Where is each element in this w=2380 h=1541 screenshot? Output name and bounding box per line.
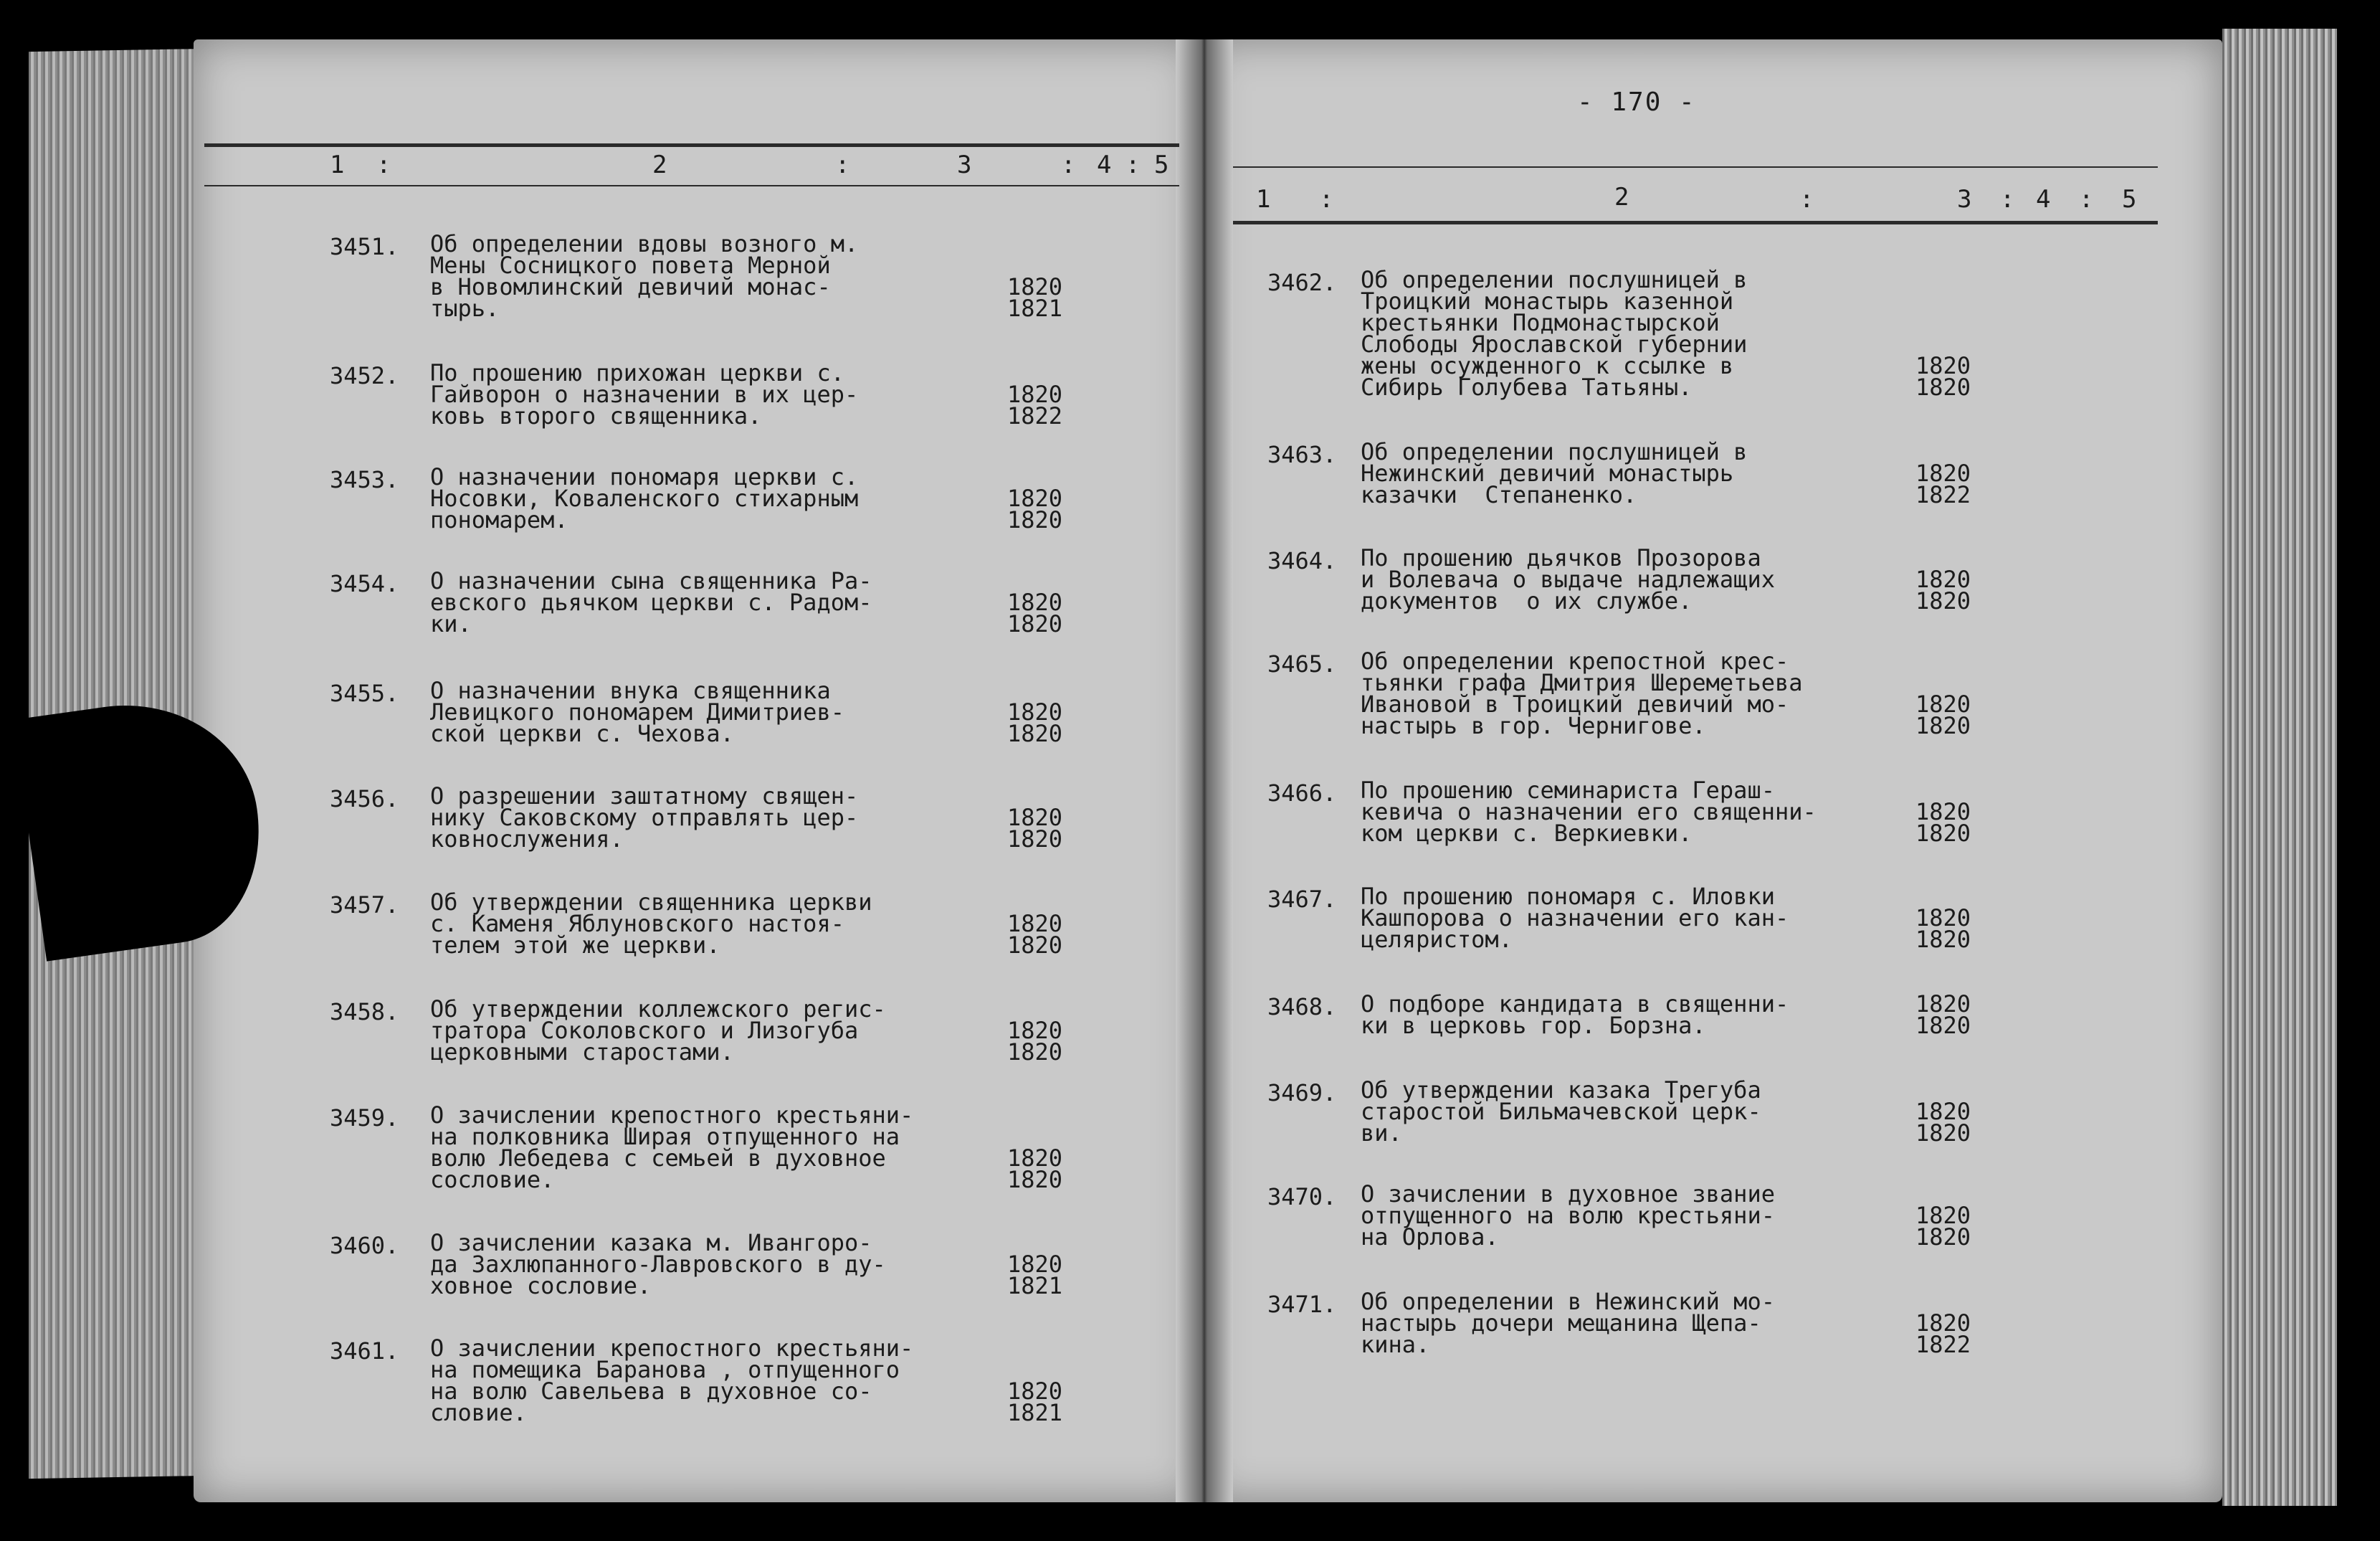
entry-line: Мены Сосницкого повета Мерной — [430, 252, 831, 279]
year-end: 1820 — [1007, 610, 1063, 637]
entry-description — [1361, 990, 1789, 1039]
year-start: 1820 — [1915, 460, 1971, 487]
year-end: 1820 — [1915, 926, 1971, 953]
entry-number: 3461. — [330, 1337, 399, 1365]
entry-line: на волю Савельева в духовное со- — [430, 1378, 872, 1405]
entry-line: евского дьячком церкви с. Радом- — [430, 589, 872, 616]
year-end: 1820 — [1007, 1038, 1063, 1066]
left-col-3-header: 3 — [957, 151, 972, 179]
left-col-2-header: 2 — [652, 151, 667, 179]
year-start: 1820 — [1007, 804, 1063, 831]
right-header-rule-bottom — [1233, 221, 2158, 224]
entry-line: старостой Бильмачевской церк- — [1361, 1098, 1761, 1125]
entry-line: Об определении крепостной крес- — [1361, 648, 1789, 675]
entry-description — [1361, 438, 1748, 508]
entry-number: 3459. — [330, 1104, 399, 1132]
entry-line: на полковника Ширая отпущенного на — [430, 1123, 900, 1150]
entry-line: да Захлюпанного-Лавровского в ду- — [430, 1251, 886, 1278]
year-end: 1820 — [1915, 820, 1971, 847]
right-col-4-header: 4 — [2036, 185, 2051, 214]
entry-number: 3456. — [330, 785, 399, 812]
left-header-rule-top — [204, 143, 1179, 147]
entry-line: Носовки, Коваленского стихарным — [430, 485, 859, 512]
year-start: 1820 — [1007, 485, 1063, 512]
left-col-5-header: 5 — [1154, 151, 1169, 179]
entry-description — [1361, 1288, 1775, 1358]
year-end: 1820 — [1007, 931, 1063, 959]
year-end: 1820 — [1915, 587, 1971, 615]
entry-description — [1361, 777, 1817, 847]
entry-description — [430, 359, 859, 430]
entry-description — [430, 463, 859, 534]
entry-line: Об утверждении священника церкви — [430, 888, 872, 916]
entry-line: Об утверждении коллежского регис- — [430, 995, 886, 1023]
entry-description — [430, 567, 872, 637]
entry-line: Нежинский девичий монастырь — [1361, 460, 1734, 487]
entry-line: настырь в гор. Чернигове. — [1361, 712, 1706, 739]
entry-line: нику Саковскому отправлять цер- — [430, 804, 859, 831]
year-start: 1820 — [1915, 566, 1971, 593]
entry-description — [1361, 1180, 1775, 1251]
right-col-3-header: 3 — [1957, 185, 1972, 214]
entry-line: О зачислении крепостного крестьяни- — [430, 1101, 914, 1129]
entry-line: тьянки графа Дмитрия Шереметьева — [1361, 669, 1803, 696]
entry-line: отпущенного на волю крестьяни- — [1361, 1202, 1775, 1229]
entry-line: ки в церковь гор. Борзна. — [1361, 1012, 1706, 1039]
entry-number: 3455. — [330, 680, 399, 707]
entry-line: О зачислении в духовное звание — [1361, 1180, 1775, 1208]
year-start: 1820 — [1007, 589, 1063, 616]
entry-line: на помещика Баранова , отпущенного — [430, 1356, 900, 1383]
entry-description — [430, 230, 859, 322]
entry-description — [1361, 266, 1748, 401]
entry-description — [430, 888, 872, 959]
entry-number: 3465. — [1267, 650, 1337, 678]
year-end: 1820 — [1007, 825, 1063, 853]
entry-line: казачки Степаненко. — [1361, 481, 1637, 508]
right-sep-3: : — [2000, 185, 2015, 214]
entry-line: целяристом. — [1361, 926, 1513, 953]
entry-line: настырь дочери мещанина Щепа- — [1361, 1309, 1761, 1337]
entry-description — [1361, 883, 1789, 953]
entry-line: кевича о назначении его священни- — [1361, 798, 1817, 825]
year-end: 1820 — [1007, 506, 1063, 534]
year-start: 1820 — [1007, 381, 1063, 408]
entry-line: крестьянки Подмонастырской — [1361, 309, 1720, 336]
entry-line: О разрешении заштатному священ- — [430, 782, 859, 810]
year-start: 1820 — [1007, 273, 1063, 300]
right-page — [1204, 39, 2222, 1502]
entry-line: О зачислении крепостного крестьяни- — [430, 1334, 914, 1362]
year-start: 1820 — [1007, 1017, 1063, 1044]
year-end: 1822 — [1007, 402, 1063, 430]
year-end: 1822 — [1915, 481, 1971, 508]
left-sep-3: : — [1061, 151, 1076, 179]
entry-number: 3467. — [1267, 886, 1337, 913]
entry-line: кина. — [1361, 1331, 1430, 1358]
year-start: 1820 — [1915, 352, 1971, 379]
entry-line: пономарем. — [430, 506, 568, 534]
right-col-5-header: 5 — [2122, 185, 2137, 214]
entry-line: Кашпорова о назначении его кан- — [1361, 904, 1789, 931]
year-start: 1820 — [1915, 798, 1971, 825]
year-end: 1820 — [1915, 1119, 1971, 1147]
year-end: 1820 — [1007, 1166, 1063, 1193]
year-start: 1820 — [1007, 910, 1063, 937]
entry-line: О зачислении казака м. Ивангоро- — [430, 1229, 872, 1256]
right-sep-4: : — [2079, 185, 2094, 214]
year-start: 1820 — [1007, 1251, 1063, 1278]
entry-description — [430, 1334, 914, 1426]
entry-number: 3471. — [1267, 1291, 1337, 1318]
entry-number: 3470. — [1267, 1183, 1337, 1210]
year-end: 1820 — [1915, 1012, 1971, 1039]
entry-line: По прошению прихожан церкви с. — [430, 359, 844, 387]
entry-line: и Волевача о выдаче надлежащих — [1361, 566, 1775, 593]
entry-number: 3464. — [1267, 547, 1337, 574]
entry-description — [430, 677, 844, 747]
year-end: 1820 — [1915, 712, 1971, 739]
entry-line: Слободы Ярославской губернии — [1361, 331, 1748, 358]
entry-description — [430, 1229, 886, 1299]
entry-line: телем этой же церкви. — [430, 931, 720, 959]
entry-line: Ивановой в Троицкий девичий мо- — [1361, 691, 1789, 718]
entry-number: 3451. — [330, 233, 399, 260]
entry-line: Троицкий монастырь казенной — [1361, 288, 1734, 315]
entry-number: 3458. — [330, 998, 399, 1025]
right-sep-1: : — [1319, 185, 1334, 214]
entry-number: 3462. — [1267, 269, 1337, 296]
entry-line: волю Лебедева с семьей в духовное — [430, 1144, 886, 1172]
left-sep-2: : — [835, 151, 850, 179]
entry-description — [1361, 1076, 1761, 1147]
right-col-1-header: 1 — [1256, 185, 1271, 214]
page-number: - 170 - — [1577, 87, 1696, 117]
entry-number: 3460. — [330, 1232, 399, 1259]
entry-line: Об определении в Нежинский мо- — [1361, 1288, 1775, 1315]
left-col-4-header: 4 — [1097, 151, 1112, 179]
year-end: 1821 — [1007, 1399, 1063, 1426]
entry-line: Сибирь Голубева Татьяны. — [1361, 374, 1693, 401]
entry-line: словие. — [430, 1399, 527, 1426]
entry-line: Об утверждении казака Трегуба — [1361, 1076, 1761, 1104]
entry-line: О подборе кандидата в священни- — [1361, 990, 1789, 1018]
entry-line: ком церкви с. Веркиевки. — [1361, 820, 1693, 847]
entry-line: ской церкви с. Чехова. — [430, 720, 734, 747]
book-gutter — [1176, 39, 1233, 1502]
entry-number: 3466. — [1267, 779, 1337, 807]
entry-line: жены осужденного к ссылке в — [1361, 352, 1734, 379]
entry-number: 3454. — [330, 570, 399, 597]
entry-description — [430, 995, 886, 1066]
entry-line: Об определении послушницей в — [1361, 438, 1748, 465]
entry-number: 3463. — [1267, 441, 1337, 468]
year-end: 1822 — [1915, 1331, 1971, 1358]
right-header-rule-top — [1233, 166, 2158, 168]
entry-line: Гайворон о назначении в их цер- — [430, 381, 859, 408]
entry-line: О назначении сына священника Ра- — [430, 567, 872, 594]
entry-number: 3457. — [330, 891, 399, 919]
left-col-1-header: 1 — [330, 151, 345, 179]
entry-description — [430, 782, 859, 853]
entry-number: 3453. — [330, 466, 399, 493]
year-start: 1820 — [1007, 1144, 1063, 1172]
entry-line: Об определении вдовы возного м. — [430, 230, 859, 257]
entry-line: сословие. — [430, 1166, 555, 1193]
entry-line: По прошению пономаря с. Иловки — [1361, 883, 1775, 910]
right-col-2-header: 2 — [1614, 183, 1629, 212]
entry-line: О назначении пономаря церкви с. — [430, 463, 859, 490]
entry-line: тратора Соколовского и Лизогуба — [430, 1017, 859, 1044]
entry-line: ковь второго священника. — [430, 402, 762, 430]
entry-number: 3469. — [1267, 1079, 1337, 1106]
entry-line: церковными старостами. — [430, 1038, 734, 1066]
left-sep-4: : — [1125, 151, 1141, 179]
entry-line: ки. — [430, 610, 472, 637]
entry-line: в Новомлинский девичий монас- — [430, 273, 831, 300]
entry-number: 3452. — [330, 362, 399, 389]
year-end: 1821 — [1007, 1272, 1063, 1299]
entry-line: Левицкого пономарем Димитриев- — [430, 698, 844, 726]
entry-line: ви. — [1361, 1119, 1402, 1147]
entry-number: 3468. — [1267, 993, 1337, 1020]
entry-description — [1361, 544, 1775, 615]
year-end: 1821 — [1007, 295, 1063, 322]
year-start: 1820 — [1007, 1378, 1063, 1405]
entry-line: По прошению семинариста Гераш- — [1361, 777, 1775, 804]
year-start: 1820 — [1915, 1309, 1971, 1337]
entry-line: По прошению дьячков Прозорова — [1361, 544, 1761, 572]
year-start: 1820 — [1915, 1098, 1971, 1125]
entry-line: Об определении послушницей в — [1361, 266, 1748, 293]
year-start: 1820 — [1915, 1202, 1971, 1229]
entry-description — [430, 1101, 914, 1193]
year-end: 1820 — [1915, 1223, 1971, 1251]
book-edge-right — [2222, 29, 2337, 1506]
year-start: 1820 — [1915, 691, 1971, 718]
year-start: 1820 — [1915, 990, 1971, 1018]
entry-line: с. Каменя Яблуновского настоя- — [430, 910, 844, 937]
entry-line: тырь. — [430, 295, 500, 322]
year-start: 1820 — [1915, 904, 1971, 931]
year-start: 1820 — [1007, 698, 1063, 726]
year-end: 1820 — [1007, 720, 1063, 747]
entry-line: ковнослужения. — [430, 825, 624, 853]
left-header-rule-bottom — [204, 185, 1179, 186]
entry-description — [1361, 648, 1803, 739]
right-sep-2: : — [1799, 185, 1814, 214]
year-end: 1820 — [1915, 374, 1971, 401]
entry-line: на Орлова. — [1361, 1223, 1499, 1251]
entry-line: О назначении внука священника — [430, 677, 831, 704]
left-sep-1: : — [376, 151, 391, 179]
entry-line: ховное сословие. — [430, 1272, 652, 1299]
entry-line: документов о их службе. — [1361, 587, 1693, 615]
